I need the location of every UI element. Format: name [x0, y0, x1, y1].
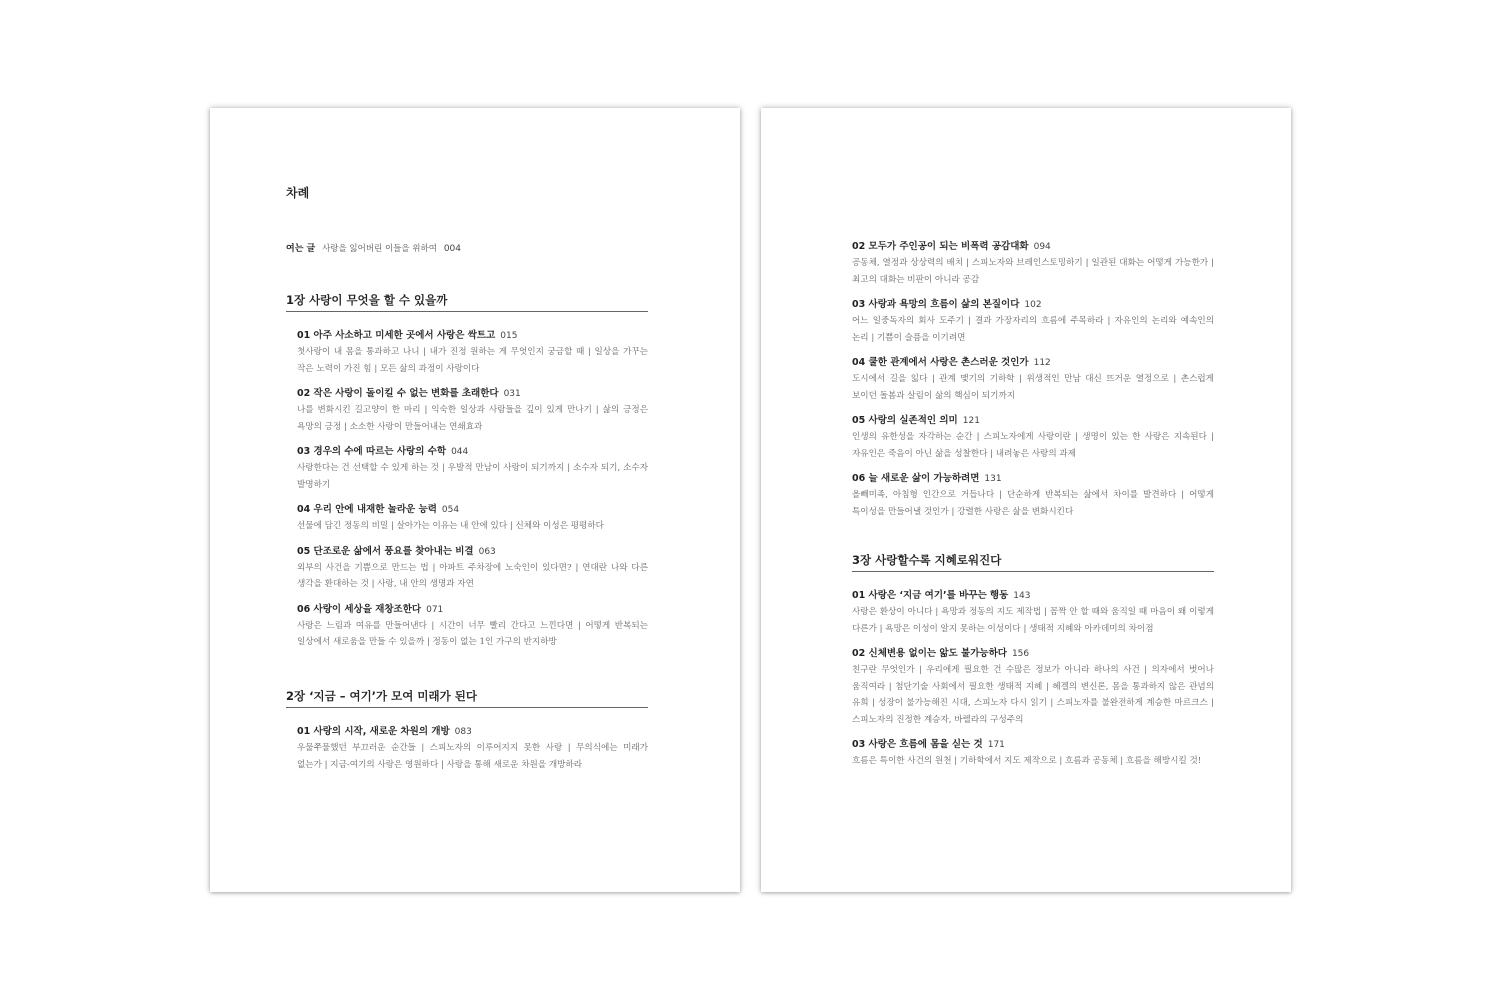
entry-title: 03 사랑과 욕망의 흐름이 삶의 본질이다	[852, 299, 1020, 310]
entry-page-number: 031	[503, 389, 521, 399]
entry-title: 01 사랑의 시작, 새로운 차원의 개방	[297, 726, 450, 737]
intro-page-number: 004	[443, 244, 462, 254]
chapter-entries	[852, 589, 1214, 770]
toc-entry	[852, 356, 1214, 404]
toc-entry	[852, 414, 1214, 462]
entry-page-number: 054	[441, 505, 460, 515]
entry-page-number: 121	[962, 416, 980, 426]
entry-description: 첫사랑이 내 몸을 통과하고 나니 | 내가 진정 원하는 게 무엇인지 궁금할 때 | 일상을 가꾸는 작은 노력이 가진 힘 | 모든 삶의 과정이 사랑이다	[297, 347, 648, 374]
toc-entry	[297, 503, 648, 535]
chapter-2	[286, 688, 648, 783]
toc-entry	[852, 589, 1214, 637]
entry-title: 04 우리 안에 내재한 놀라운 능력	[297, 504, 437, 515]
entry-page-number: 044	[451, 447, 469, 457]
chapter-1	[286, 292, 648, 661]
entry-description: 선물에 담긴 정동의 비밀 | 살아가는 이유는 내 안에 있다 | 신체와 이성은 평평하다	[297, 521, 604, 531]
entry-description: 올빼미족, 아침형 인간으로 거듭나다 | 단순하게 반복되는 삶에서 차이를 발견하다 | 어떻게 특이성을 만들어낼 것인가 | 강렬한 사랑은 삶을 변화시킨다	[852, 490, 1214, 517]
entry-title: 06 늘 새로운 삶이 가능하려면	[852, 473, 980, 484]
entry-title: 05 단조로운 삶에서 풍요를 찾아내는 비결	[297, 545, 474, 557]
toc-entry	[852, 738, 1214, 770]
entry-title: 06 사랑이 세상을 재창조한다	[297, 603, 422, 615]
entry-description: 어느 일중독자의 회사 도주기 | 결과 가장자리의 흐름에 주목하라 | 자유인의 논리와 예속인의 논리 | 기쁨이 슬픔을 이기려면	[852, 316, 1214, 343]
entry-description: 인생의 유한성을 자각하는 순간 | 스피노자에게 사랑이란 | 생명이 있는 한 사랑은 지속된다 | 자유인은 죽음이 아닌 삶을 성찰한다 | 내려놓은 사랑의 과제	[852, 432, 1214, 459]
entry-page-number: 063	[478, 546, 496, 557]
chapter-heading: 1장 사랑이 무엇을 할 수 있을까	[286, 292, 648, 312]
entry-description: 우물쭈물했던 부끄러운 순간들 | 스피노자의 이루어지지 못한 사랑 | 무의식에는 미래가 없는가 | 지금-여기의 사랑은 영원하다 | 사랑을 통해 새로운 차원을 개방하라	[297, 743, 648, 770]
toc-entry	[852, 647, 1214, 728]
entry-page-number: 112	[1033, 358, 1051, 368]
intro-label: 여는 글	[286, 244, 316, 254]
entry-description: 사랑한다는 건 선택할 수 있게 하는 것 | 우발적 만남이 사랑이 되기까지 | 소수자 되기, 소수자 발명하기	[297, 463, 648, 490]
entry-title: 02 모두가 주인공이 되는 비폭력 공감대화	[852, 241, 1029, 252]
entry-page-number: 156	[1011, 649, 1030, 659]
toc-entry	[852, 298, 1214, 346]
entry-page-number: 015	[500, 331, 518, 341]
entry-title: 02 작은 사랑이 돌이킬 수 없는 변화를 초래한다	[297, 388, 499, 399]
entry-description: 친구란 무엇인가 | 우리에게 필요한 건 수많은 정보가 아니라 하나의 사건 | 의자에서 벗어나 움직여라 | 첨단기술 사회에서 필요한 생태적 지혜 | 헤겔의 변신론, 몸을 통과하지 않은 관념의 유희 | 성장이 불가능해진 시대, 스피노자 다시 읽기 | 스피노자를 불완전하게 계승한 마르크스 | 스피노자의 진정한 계승자, 바렐라의 구성주의	[852, 665, 1214, 725]
toc-entry	[297, 445, 648, 493]
entry-page-number: 171	[987, 740, 1005, 750]
entry-page-number: 143	[1013, 591, 1031, 601]
entry-title: 05 사랑의 실존적인 의미	[852, 415, 958, 426]
toc-entry	[852, 240, 1214, 288]
entry-title: 03 경우의 수에 따르는 사랑의 수학	[297, 446, 447, 457]
chapter-3	[852, 552, 1214, 780]
chapter-entries	[286, 725, 648, 773]
entry-page-number: 102	[1024, 300, 1042, 310]
entry-description: 사랑은 환상이 아니다 | 욕망과 정동의 지도 제작법 | 꼼짝 안 할 때와 움직일 때 마음이 왜 이렇게 다른가 | 욕망은 이성이 알지 못하는 이성이다 | 생태적 지혜와 아카데미의 차이점	[852, 607, 1214, 634]
toc-entry	[297, 387, 648, 435]
entry-title: 01 아주 사소하고 미세한 곳에서 사랑은 싹트고	[297, 330, 496, 341]
chapter-entries	[286, 329, 648, 651]
entry-title: 03 사랑은 흐름에 몸을 싣는 것	[852, 739, 983, 750]
entry-title: 01 사랑은 ‘지금 여기’를 바꾸는 행동	[852, 590, 1009, 601]
toc-entry	[297, 603, 648, 651]
right-page	[761, 108, 1291, 892]
entry-description: 외부의 사건을 기쁨으로 만드는 법 | 아파트 주차장에 노숙인이 있다면? | 연대란 나와 다른 생각을 환대하는 것 | 사랑, 내 안의 생명과 자연	[297, 562, 648, 589]
entry-page-number: 083	[454, 727, 472, 737]
entry-title: 02 신체변용 없이는 앎도 불가능하다	[852, 648, 1007, 659]
intro-text: 사랑을 잃어버린 이들을 위하여	[322, 244, 437, 254]
intro-entry	[286, 241, 461, 254]
chapter-entries	[852, 240, 1214, 520]
toc-entry	[852, 472, 1214, 520]
entry-description: 도시에서 길을 잃다 | 관계 맺기의 기하학 | 위생적인 만남 대신 뜨거운 열정으로 | 촌스럽게 보이던 돌봄과 살림이 삶의 핵심이 되기까지	[852, 374, 1214, 401]
toc-entry	[297, 545, 648, 593]
toc-entry	[297, 725, 648, 773]
toc-title: 차례	[286, 186, 310, 200]
entry-page-number: 131	[984, 474, 1002, 484]
chapter-heading: 2장 ‘지금 – 여기’가 모여 미래가 된다	[286, 688, 648, 708]
toc-entry	[297, 329, 648, 377]
left-page	[210, 108, 740, 892]
chapter-heading: 3장 사랑할수록 지혜로워진다	[852, 552, 1214, 572]
entry-title: 04 쿨한 관계에서 사랑은 촌스러운 것인가	[852, 357, 1029, 368]
entry-description: 흐름은 특이한 사건의 원천 | 기하학에서 지도 제작으로 | 흐름과 공동체 | 흐름을 해방시킬 것!	[852, 756, 1202, 766]
entry-description: 나를 변화시킨 길고양이 한 마리 | 익숙한 일상과 사람들을 깊이 있게 만나기 | 삶의 긍정은 욕망의 긍정 | 소소한 사랑이 만들어내는 연쇄효과	[297, 405, 648, 432]
entry-page-number: 071	[426, 604, 444, 615]
chapter-2-continued	[852, 240, 1214, 530]
entry-page-number: 094	[1033, 242, 1051, 252]
entry-description: 공동체, 열정과 상상력의 배치 | 스피노자와 브레인스토밍하기 | 일관된 대화는 어떻게 가능한가 | 최고의 대화는 비판이 아니라 공감	[852, 258, 1214, 285]
entry-description: 사랑은 느림과 여유를 만들어낸다 | 시간이 너무 빨리 간다고 느낀다면 | 어떻게 반복되는 일상에서 새로움을 만들 수 있을까 | 정동이 없는 1인 가구의 반지하방	[297, 620, 648, 647]
